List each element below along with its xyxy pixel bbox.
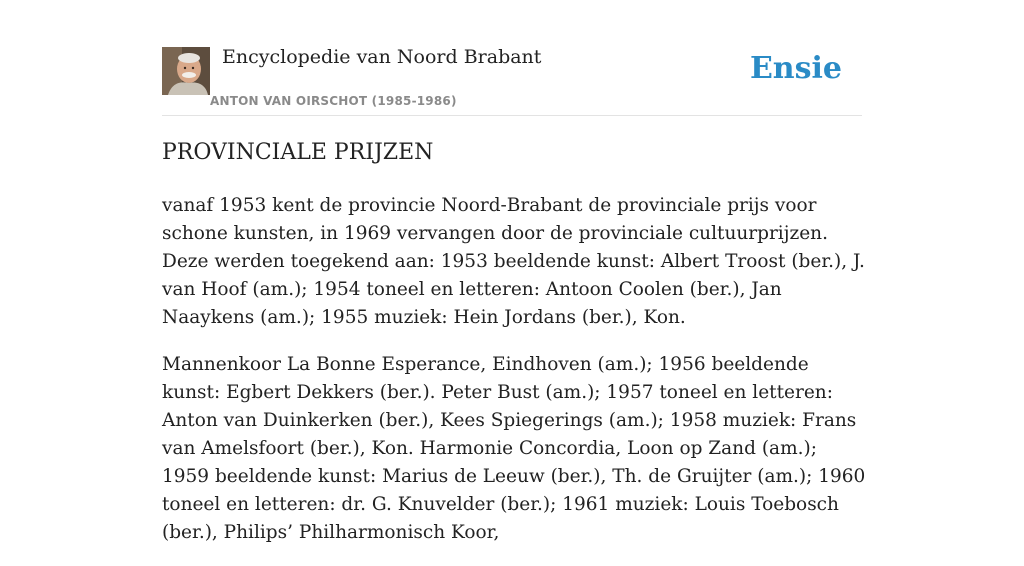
article-header	[162, 40, 862, 116]
article-headword: PROVINCIALE PRIJZEN	[162, 140, 434, 165]
article-body	[162, 192, 866, 566]
author-avatar[interactable]	[162, 47, 210, 95]
article-paragraph: vanaf 1953 kent de provincie Noord-Brabant de provinciale prijs voor schone kunsten, in 1969 vervangen door de provinciale cultuurprijzen. Deze werden toegekend aan: 1953 beeldende kunst: Albert Troost (ber.), J. van Hoof (am.); 1954 toneel en letteren: Antoon Coolen (ber.), Jan Naaykens (am.); 1955 muziek: Hein Jordans (ber.), Kon.	[162, 195, 865, 328]
article-paragraph: Mannenkoor La Bonne Esperance, Eindhoven (am.); 1956 beeldende kunst: Egbert Dekkers (ber.). Peter Bust (am.); 1957 toneel en letteren: Anton van Duinkerken (ber.), Kees Spiegerings (am.); 1958 muziek: Frans van Amelsfoort (ber.), Kon. Harmonie Concordia, Loon op Zand (am.); 1959 beeldende kunst: Marius de Leeuw (ber.), Th. de Gruijter (am.); 1960 toneel en letteren: dr. G. Knuvelder (ber.); 1961 muziek: Louis Toebosch (ber.), Philips’ Philharmonisch Koor,	[162, 354, 866, 543]
ensie-logo[interactable]: Ensie	[749, 51, 842, 86]
source-title[interactable]: Encyclopedie van Noord Brabant	[222, 46, 542, 68]
author-portrait-icon	[162, 47, 210, 95]
author-name[interactable]: ANTON VAN OIRSCHOT (1985-1986)	[210, 94, 457, 108]
